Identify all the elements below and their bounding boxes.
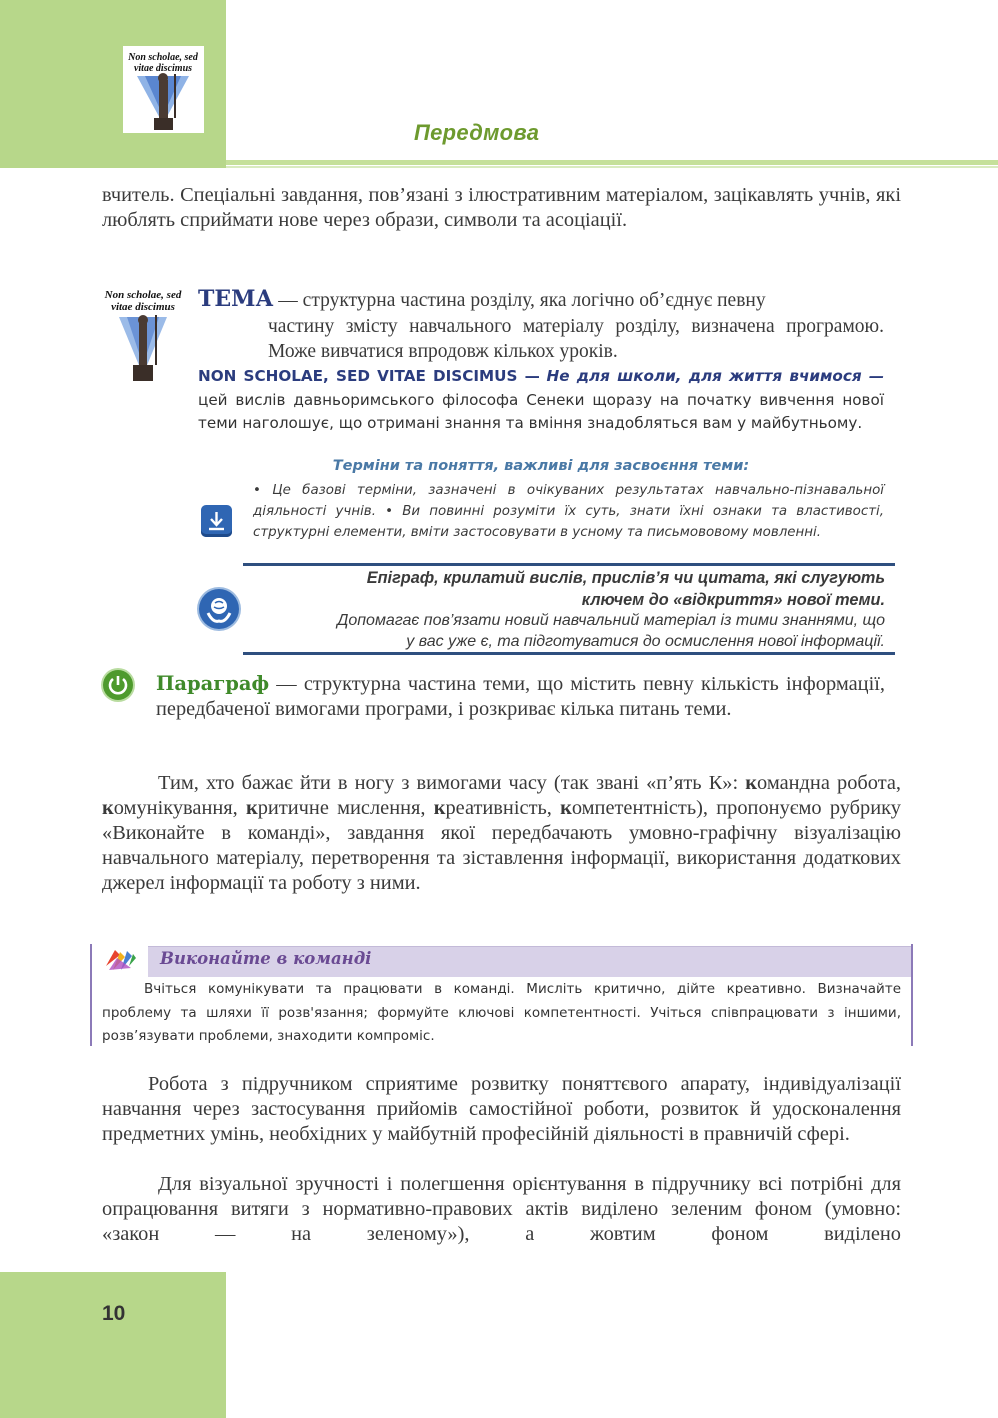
team-box-text: Вчіться комунікувати та працювати в команді. Мисліть критично, дійте креативно. Визначайте проблему та шляхи її розв'язання; формуйте ключові компетентності. Учіться співпрацювати з іншими, розв’язувати проблеми, знаходити компроміс. bbox=[102, 981, 901, 1044]
epigraph-title-line: ключем до «відкриття» нової теми. bbox=[581, 591, 885, 609]
team-box-right-border bbox=[911, 944, 913, 1046]
team-hands-icon bbox=[103, 946, 137, 974]
team-box-left-border bbox=[90, 944, 92, 1046]
closing-paragraph-2: Для візуальної зручності і полегшення орієнтування в підручнику всі потрібні для опрацювання витяги з нормативно-правових актів виділено зеленим фоном (умовно: «закон — на зеленому»), а жовтим фоном виділено bbox=[102, 1173, 901, 1245]
paragraph-definition bbox=[156, 671, 885, 722]
motto-text: цей вислів давньоримського філософа Сенеки щоразу на початку вивчення нової теми наголошує, що отримані знання та вміння знадобляться вам у майбутньому. bbox=[198, 390, 884, 432]
five-k-paragraph: Тим, хто бажає йти в ногу з вимогами часу (так звані «п’ять К»: командна робота, комунікування, критичне мислення, креативність, компетентність), пропонуємо рубрику «Виконайте в команді», завдання якої передбачають умовно-графічну візуалізацію навчального матеріалу, перетворення та зіставлення інформації, використання додаткових джерел інформації та роботу з ними. bbox=[102, 772, 901, 894]
header-rule bbox=[226, 160, 998, 165]
paragraph-desc: — структурна частина теми, що містить певну кількість інформації, передбаченої вимогами програми, і розкриває кілька питань теми. bbox=[156, 673, 885, 720]
intro-paragraph: вчитель. Спеціальні завдання, пов’язані з ілюстративним матеріалом, зацікавлять учнів, які люблять сприймати нове через образи, символи та асоціації. bbox=[102, 184, 901, 231]
epigraph-rule-top bbox=[243, 563, 895, 566]
epigraph-title bbox=[243, 567, 885, 611]
closing-paragraph-1: Робота з підручником сприятиме розвитку поняттєвого апарату, індивідуалізації навчання через застосування прийомів самостійної роботи, розвиток й удосконалення предметних умінь, необхідних у майбутній професійній діяльності в правничій сфері. bbox=[102, 1073, 901, 1145]
motto-description bbox=[198, 365, 884, 436]
statue-logo-icon bbox=[101, 285, 185, 385]
page-number: 10 bbox=[102, 1302, 126, 1325]
download-icon bbox=[201, 505, 232, 537]
motto-translation: Не для школи, для життя вчимося — bbox=[546, 367, 885, 385]
epigraph-desc-line: Допомагає пов’язати новий навчальний матеріал із тими знаннями, що bbox=[337, 612, 885, 629]
tema-definition-first-line bbox=[198, 286, 884, 314]
motto-latin: NON SCHOLAE, SED VITAE DISCIMUS — bbox=[198, 367, 540, 385]
team-box-heading: Виконайте в команді bbox=[160, 949, 372, 968]
epigraph-title-line: Епіграф, крилатий вислів, прислів’я чи цитата, які слугують bbox=[366, 569, 885, 587]
terms-heading: Терміни та поняття, важливі для засвоєння теми: bbox=[332, 458, 750, 474]
tema-definition-rest: частину змісту навчального матеріалу розділу, визначена програмою. Може вивчатися впродовж кількох уроків. bbox=[268, 316, 884, 362]
svg-text:vitae discimus: vitae discimus bbox=[133, 63, 193, 74]
header-rule-thin bbox=[226, 166, 998, 168]
power-icon bbox=[103, 670, 133, 700]
epigraph-rule-bottom bbox=[243, 652, 895, 655]
brain-icon bbox=[199, 589, 239, 629]
epigraph-desc-line: у вас уже є, та підготуватися до осмислення нової інформації. bbox=[406, 633, 885, 650]
paragraph-term: Параграф bbox=[156, 672, 270, 695]
svg-text:vitae discimus: vitae discimus bbox=[111, 301, 175, 313]
page-header-title: Передмова bbox=[414, 120, 540, 145]
footer-band bbox=[0, 1272, 226, 1418]
terms-description: • Це базові терміни, зазначені в очікуваних результатах навчально-пізнавальної діяльності учнів. • Ви повинні розуміти їх суть, знати їхні ознаки та властивості, структурні елементи, вміти застосовувати в усному та письмововому мовленні. bbox=[253, 483, 884, 540]
epigraph-description bbox=[243, 610, 885, 652]
svg-text:Non scholae, sed: Non scholae, sed bbox=[128, 52, 198, 63]
tema-first-text: — структурна частина розділу, яка логічно об’єднує певну bbox=[273, 290, 766, 311]
tema-term: ТЕМА bbox=[198, 286, 274, 312]
svg-text:Non scholae, sed: Non scholae, sed bbox=[104, 289, 182, 301]
statue-logo-icon bbox=[123, 46, 204, 133]
